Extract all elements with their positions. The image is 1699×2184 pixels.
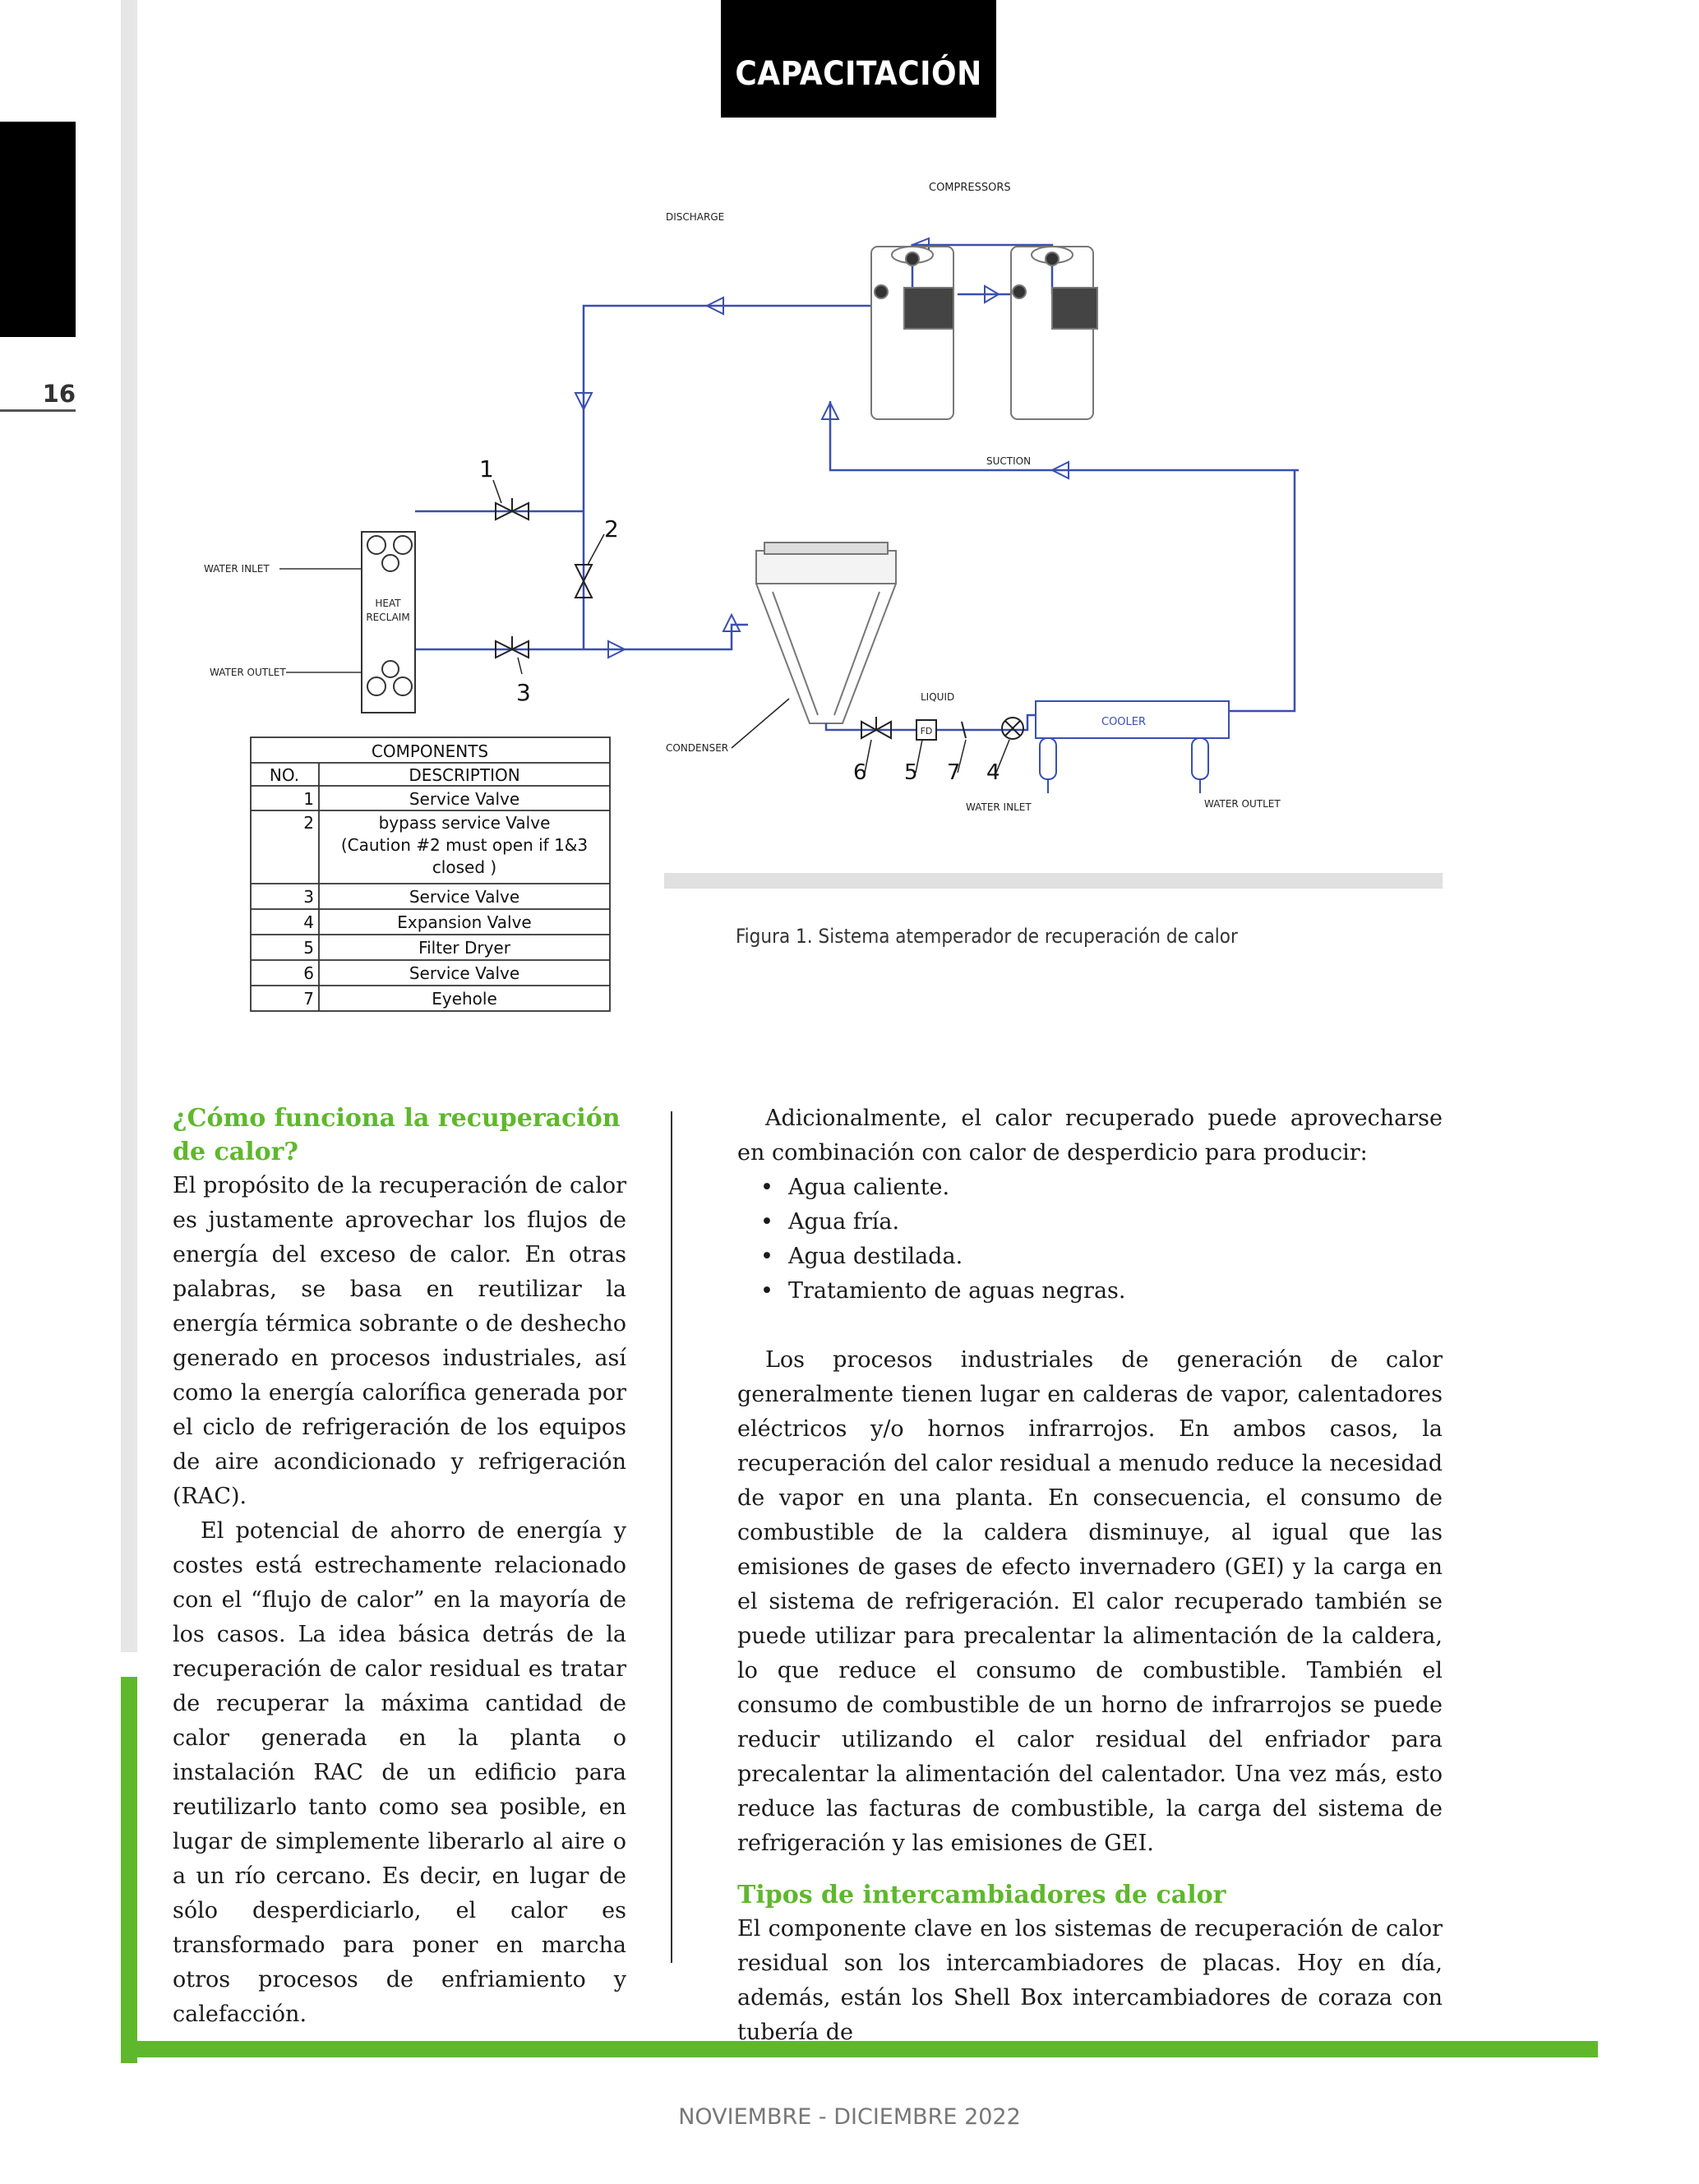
table-cell-no: 5 — [303, 938, 314, 958]
label-compressors: COMPRESSORS — [929, 182, 1011, 194]
margin-rule-green — [121, 1677, 137, 2063]
label-liquid: LIQUID — [921, 691, 955, 703]
label-n7: 7 — [947, 760, 961, 785]
paragraph: El potencial de ahorro de energía y costes está estrechamente relacionado con el “flujo de calor” en la mayoría de los casos. La idea básica detrás de la recuperación de calor residual es tratar de recuperar la máxima cantidad de calor generada en la planta o instalación RAC de un edificio para reutilizarlo tanto como sea posible, en lugar de simplemente liberarlo al aire o a un río cercano. Es decir, en lugar de sólo desperdiciarlo, el calor es transformado para poner en marcha otros procesos de enfriamiento y calefacción. — [173, 1518, 626, 2027]
table-header-description: DESCRIPTION — [409, 765, 520, 785]
left-column — [173, 1101, 626, 2032]
table-title: COMPONENTS — [371, 741, 489, 761]
valve-6-icon — [861, 717, 891, 738]
table-cell-desc: bypass service Valve — [378, 813, 551, 833]
table-cell-desc: (Caution #2 must open if 1&3 — [340, 835, 589, 855]
filter-dryer-icon — [916, 720, 936, 740]
edge-tab-block — [0, 122, 76, 337]
section-heading: Tipos de intercambiadores de calor — [737, 1881, 1226, 1909]
label-n4: 4 — [986, 760, 1000, 785]
bullet-list — [737, 1170, 1443, 1309]
label-water-outlet-right: WATER OUTLET — [1204, 798, 1281, 810]
label-suction: SUCTION — [986, 455, 1032, 467]
label-water-inlet-right: WATER INLET — [966, 801, 1032, 813]
cooler-icon — [1036, 701, 1229, 793]
list-item: • Agua caliente. — [760, 1170, 1443, 1205]
label-n3: 3 — [516, 679, 531, 706]
compressor-right-icon — [1011, 247, 1097, 419]
valve-3-icon — [496, 636, 529, 658]
table-cell-desc: closed ) — [432, 857, 497, 877]
label-n6: 6 — [853, 760, 867, 785]
page-number-rule — [0, 409, 76, 412]
label-water-outlet-left: WATER OUTLET — [210, 667, 286, 678]
table-cell-no: 6 — [303, 963, 314, 983]
caption-rule — [664, 873, 1443, 889]
page-number: 16 — [42, 380, 76, 408]
table-cell-desc: Service Valve — [409, 887, 520, 907]
list-item: • Agua destilada. — [760, 1240, 1443, 1274]
section-title: CAPACITACIÓN — [721, 0, 996, 118]
table-cell-no: 3 — [303, 887, 314, 907]
heat-reclaim-diagram — [197, 181, 1480, 1036]
label-condenser: CONDENSER — [666, 742, 729, 754]
paragraph: Adicionalmente, el calor recuperado puede aprovecharse en combinación con calor de desperdicio para producir: — [737, 1106, 1443, 1166]
table-cell-no: 7 — [303, 989, 314, 1009]
paragraph: El propósito de la recuperación de calor es justamente aprovechar los flujos de energía del exceso de calor. En otras palabras, se basa en reutilizar la energía térmica sobrante o de deshecho generado en procesos industriales, así como la energía calorífica generada por el ciclo de refrigeración de los equipos de aire acondicionado y refrigeración (RAC). — [173, 1173, 626, 1509]
label-discharge: DISCHARGE — [666, 211, 725, 223]
margin-rule-gray — [121, 0, 137, 1652]
table-cell-desc: Filter Dryer — [418, 938, 510, 958]
table-cell-desc: Expansion Valve — [397, 912, 532, 932]
table-cell-no: 2 — [303, 813, 314, 833]
label-fd: FD — [920, 726, 933, 736]
label-n2: 2 — [604, 515, 619, 543]
suction-pipe — [830, 401, 1299, 470]
label-n5: 5 — [904, 760, 918, 785]
figure-caption: Figura 1. Sistema atemperador de recuperación de calor — [736, 925, 1238, 948]
table-cell-desc: Service Valve — [409, 963, 520, 983]
section-heading: ¿Cómo funciona la recuperación de calor? — [173, 1104, 621, 1166]
issue-date-footer: NOVIEMBRE - DICIEMBRE 2022 — [678, 2104, 1021, 2130]
label-cooler: COOLER — [1101, 716, 1147, 728]
table-cell-desc: Service Valve — [409, 789, 520, 809]
discharge-pipe — [584, 306, 871, 649]
label-heat: HEAT — [375, 598, 401, 609]
label-n1: 1 — [479, 455, 494, 483]
table-cell-no: 4 — [303, 912, 314, 932]
paragraph: El componente clave en los sistemas de recuperación de calor residual son los intercambiadores de placas. Hoy en día, además, están los Shell Box intercambiadores de coraza con tubería de — [737, 1916, 1443, 2045]
table-cell-no: 1 — [303, 789, 314, 809]
expansion-valve-icon — [1002, 718, 1023, 739]
list-item: • Tratamiento de aguas negras. — [760, 1274, 1443, 1309]
table-header-no: NO. — [269, 765, 300, 785]
table-cell-desc: Eyehole — [432, 989, 497, 1009]
column-divider — [671, 1111, 672, 1963]
label-reclaim: RECLAIM — [366, 612, 410, 623]
paragraph: Los procesos industriales de generación de calor generalmente tienen lugar en calderas de vapor, calentadores eléctricos y/o hornos infrarrojos. En ambos casos, la recuperación del calor residual a menudo reduce la necesidad de vapor en una planta. En consecuencia, el consumo de combustible de la caldera disminuye, al igual que las emisiones de gases de efecto invernadero (GEI) y la carga en el sistema de refrigeración. El calor recuperado también se puede utilizar para precalentar la alimentación de la caldera, lo que reduce el consumo de combustible. También el consumo de combustible de un horno de infrarrojos se puede reducir utilizando el calor residual del enfriador para precalentar la alimentación del calentador. Una vez más, esto reduce las facturas de combustible, la carga del sistema de refrigeración y las emisiones de GEI. — [737, 1347, 1443, 1856]
label-water-inlet-left: WATER INLET — [204, 563, 270, 575]
right-column — [737, 1101, 1443, 2050]
list-item: • Agua fría. — [760, 1205, 1443, 1240]
condenser-icon — [756, 543, 896, 723]
suction-to-cooler — [1229, 470, 1295, 711]
